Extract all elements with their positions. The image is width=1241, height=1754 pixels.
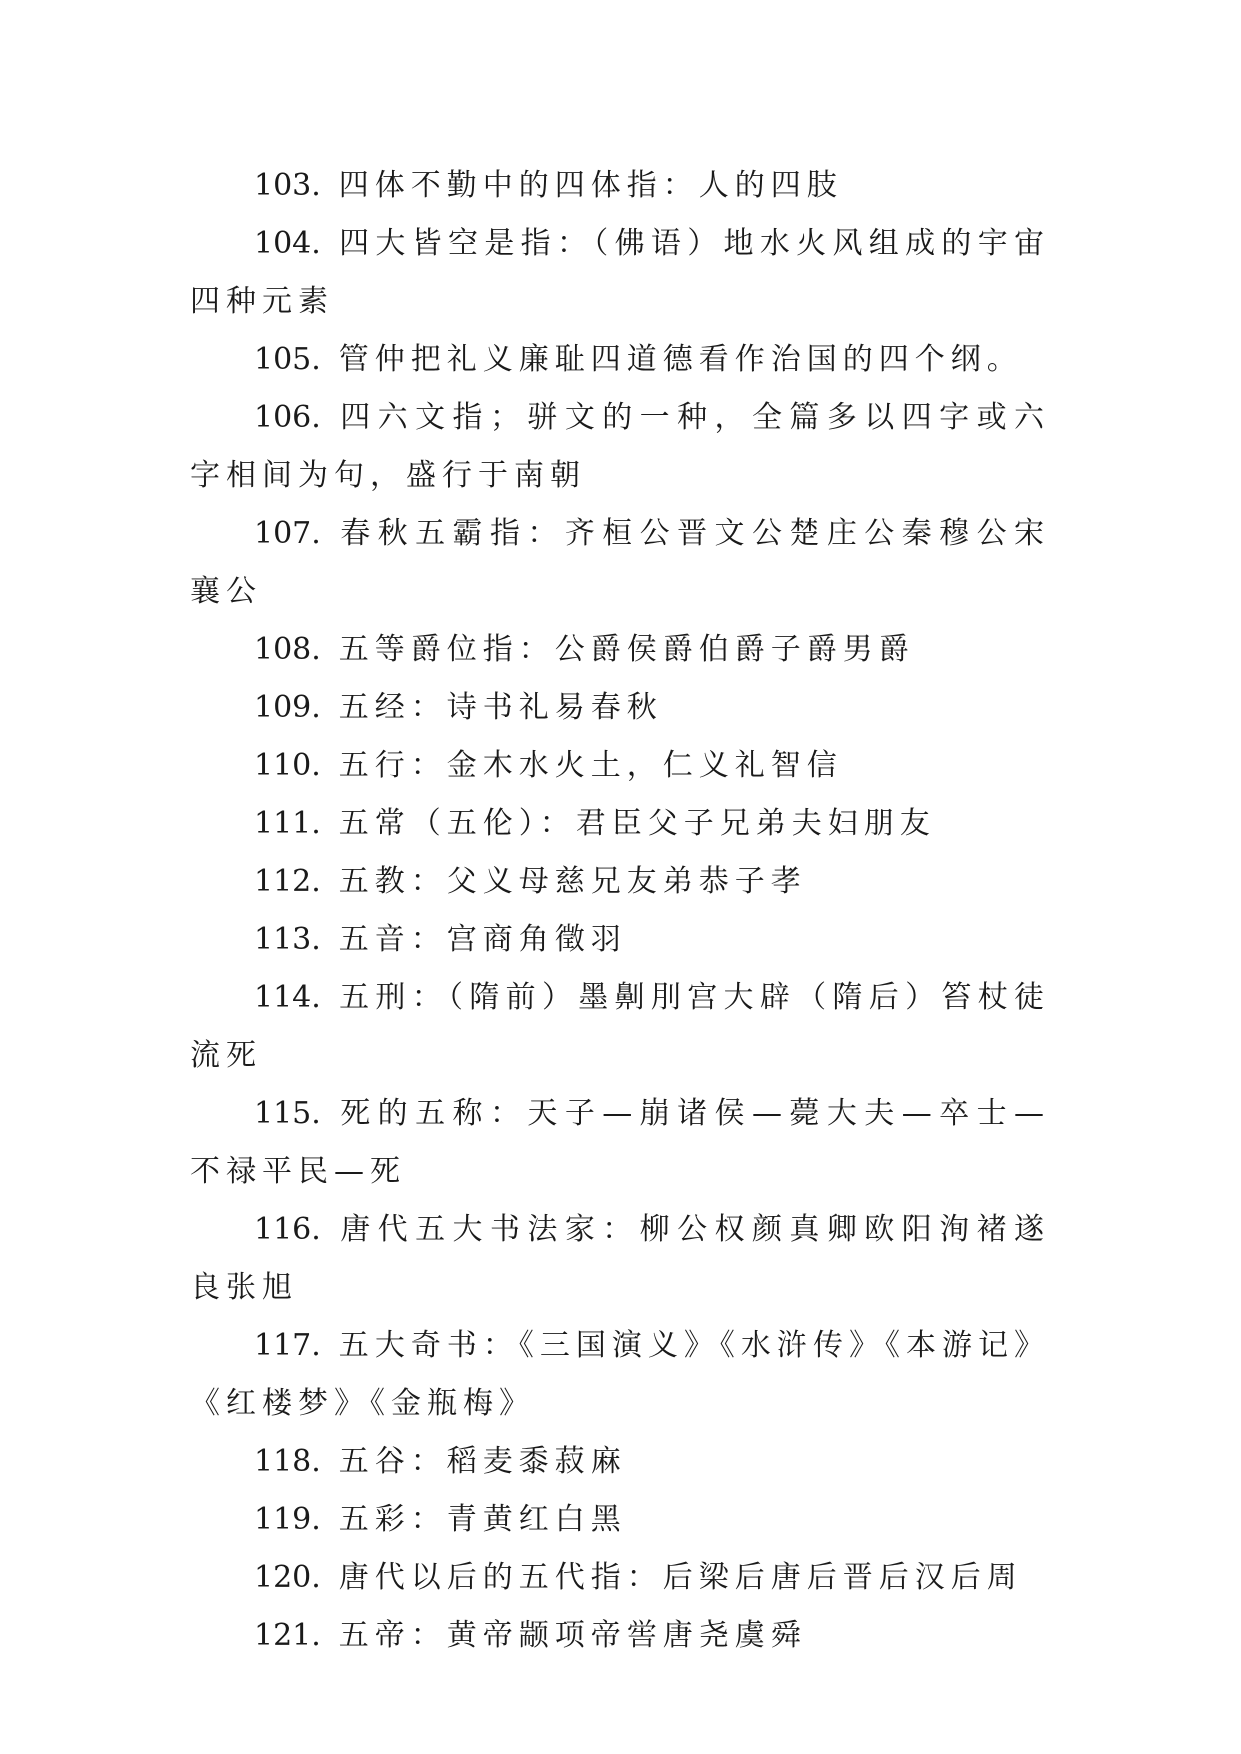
item-text: 管仲把礼义廉耻四道德看作治国的四个纲。 <box>338 342 1023 377</box>
item-text: 五常（五伦）：君臣父子兄弟夫妇朋友 <box>338 806 936 841</box>
list-item <box>190 1317 1050 1433</box>
item-text: 五刑：（隋前）墨劓刖宫大辟（隋后）笞杖徒流死 <box>190 980 1050 1073</box>
item-number: 115. <box>254 1096 321 1131</box>
list-item <box>190 1085 1050 1201</box>
list-item <box>190 1607 1050 1665</box>
item-number: 113. <box>254 922 321 957</box>
item-number: 114. <box>254 980 321 1015</box>
list-item <box>190 157 1050 215</box>
item-number: 111. <box>254 806 321 841</box>
item-number: 104. <box>254 226 321 261</box>
item-text: 四体不勤中的四体指：人的四肢 <box>338 168 843 203</box>
item-text: 五音：宫商角徵羽 <box>338 922 627 957</box>
item-text: 四六文指；骈文的一种，全篇多以四字或六字相间为句，盛行于南朝 <box>190 400 1050 493</box>
item-text: 五经：诗书礼易春秋 <box>338 690 663 725</box>
item-text: 五教：父义母慈兄友弟恭子孝 <box>338 864 807 899</box>
item-number: 110. <box>254 748 321 783</box>
list-item <box>190 969 1050 1085</box>
list-item <box>190 331 1050 389</box>
item-text: 五大奇书：《三国演义》《水浒传》《本游记》《红楼梦》《金瓶梅》 <box>190 1328 1050 1421</box>
item-number: 103. <box>254 168 321 203</box>
item-number: 109. <box>254 690 321 725</box>
list-item <box>190 505 1050 621</box>
item-text: 唐代以后的五代指：后梁后唐后晋后汉后周 <box>338 1560 1023 1595</box>
item-number: 119. <box>254 1502 321 1537</box>
item-number: 107. <box>254 516 321 551</box>
item-text: 死的五称：天子—崩诸侯—薨大夫—卒士—不禄平民—死 <box>190 1096 1050 1189</box>
list-item <box>190 1433 1050 1491</box>
item-number: 121. <box>254 1618 321 1653</box>
item-text: 五行：金木水火土，仁义礼智信 <box>338 748 843 783</box>
item-text: 五彩：青黄红白黑 <box>338 1502 627 1537</box>
list-item <box>190 621 1050 679</box>
item-text: 春秋五霸指：齐桓公晋文公楚庄公秦穆公宋襄公 <box>190 516 1050 609</box>
item-number: 116. <box>254 1212 321 1247</box>
item-text: 五谷：稻麦黍菽麻 <box>338 1444 627 1479</box>
item-text: 五帝：黄帝颛项帝喾唐尧虞舜 <box>338 1618 807 1653</box>
item-text: 五等爵位指：公爵侯爵伯爵子爵男爵 <box>338 632 915 667</box>
item-text: 唐代五大书法家：柳公权颜真卿欧阳洵褚遂良张旭 <box>190 1212 1050 1305</box>
list-item <box>190 1549 1050 1607</box>
item-number: 105. <box>254 342 321 377</box>
list-item <box>190 679 1050 737</box>
list-item <box>190 389 1050 505</box>
item-number: 117. <box>254 1328 321 1363</box>
list-item <box>190 911 1050 969</box>
item-number: 120. <box>254 1560 321 1595</box>
list-item <box>190 853 1050 911</box>
list-item <box>190 1201 1050 1317</box>
list-item <box>190 1491 1050 1549</box>
list-item <box>190 737 1050 795</box>
list-item <box>190 215 1050 331</box>
item-number: 118. <box>254 1444 321 1479</box>
item-number: 108. <box>254 632 321 667</box>
item-text: 四大皆空是指：（佛语）地水火风组成的宇宙四种元素 <box>190 226 1050 319</box>
item-number: 106. <box>254 400 321 435</box>
item-number: 112. <box>254 864 321 899</box>
document-body <box>190 157 1050 1665</box>
list-item <box>190 795 1050 853</box>
